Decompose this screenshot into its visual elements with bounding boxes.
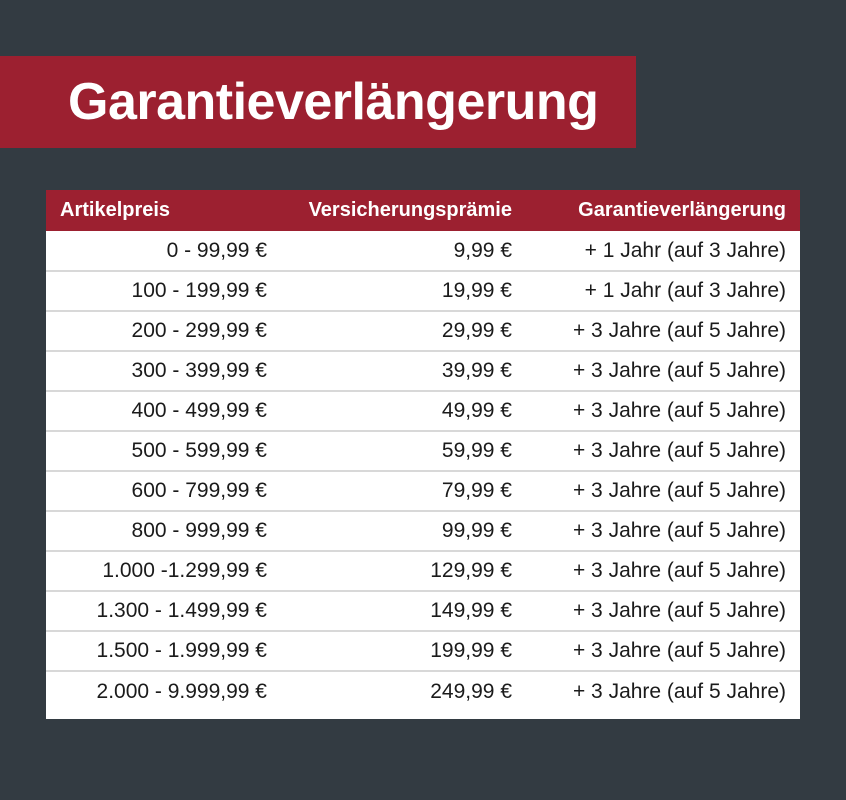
table-header <box>46 190 800 231</box>
cell-premium: 129,99 € <box>281 551 526 591</box>
cell-extension: + 3 Jahre (auf 5 Jahre) <box>526 471 800 511</box>
cell-price: 300 - 399,99 € <box>46 351 281 391</box>
cell-price: 1.500 - 1.999,99 € <box>46 631 281 671</box>
cell-extension: + 3 Jahre (auf 5 Jahre) <box>526 311 800 351</box>
table-row <box>46 271 800 311</box>
cell-premium: 39,99 € <box>281 351 526 391</box>
cell-extension: + 3 Jahre (auf 5 Jahre) <box>526 671 800 711</box>
cell-price: 500 - 599,99 € <box>46 431 281 471</box>
table-row <box>46 591 800 631</box>
table-row <box>46 231 800 271</box>
cell-premium: 99,99 € <box>281 511 526 551</box>
cell-premium: 79,99 € <box>281 471 526 511</box>
cell-price: 800 - 999,99 € <box>46 511 281 551</box>
cell-extension: + 3 Jahre (auf 5 Jahre) <box>526 511 800 551</box>
cell-price: 400 - 499,99 € <box>46 391 281 431</box>
cell-premium: 19,99 € <box>281 271 526 311</box>
table-header-row <box>46 190 800 231</box>
cell-price: 600 - 799,99 € <box>46 471 281 511</box>
cell-premium: 249,99 € <box>281 671 526 711</box>
cell-premium: 49,99 € <box>281 391 526 431</box>
column-header-premium: Versicherungsprämie <box>281 190 526 231</box>
table-row <box>46 631 800 671</box>
column-header-extension: Garantieverlängerung <box>526 190 800 231</box>
cell-extension: + 3 Jahre (auf 5 Jahre) <box>526 391 800 431</box>
cell-extension: + 3 Jahre (auf 5 Jahre) <box>526 631 800 671</box>
page-title: Garantieverlängerung <box>68 73 599 131</box>
cell-price: 200 - 299,99 € <box>46 311 281 351</box>
table-bottom-edge <box>46 711 800 719</box>
table-row <box>46 351 800 391</box>
cell-premium: 149,99 € <box>281 591 526 631</box>
table-row <box>46 471 800 511</box>
cell-premium: 29,99 € <box>281 311 526 351</box>
cell-extension: + 3 Jahre (auf 5 Jahre) <box>526 591 800 631</box>
cell-price: 1.000 -1.299,99 € <box>46 551 281 591</box>
table-row <box>46 311 800 351</box>
table-row <box>46 511 800 551</box>
cell-price: 1.300 - 1.499,99 € <box>46 591 281 631</box>
table-row <box>46 671 800 711</box>
column-header-price: Artikelpreis <box>46 190 281 231</box>
cell-extension: + 3 Jahre (auf 5 Jahre) <box>526 551 800 591</box>
rate-table-container <box>46 190 800 719</box>
table-row <box>46 391 800 431</box>
cell-extension: + 3 Jahre (auf 5 Jahre) <box>526 351 800 391</box>
rate-table <box>46 190 800 711</box>
title-banner <box>0 56 636 148</box>
cell-premium: 9,99 € <box>281 231 526 271</box>
cell-extension: + 1 Jahr (auf 3 Jahre) <box>526 231 800 271</box>
cell-premium: 59,99 € <box>281 431 526 471</box>
cell-extension: + 3 Jahre (auf 5 Jahre) <box>526 431 800 471</box>
cell-price: 0 - 99,99 € <box>46 231 281 271</box>
table-body <box>46 231 800 711</box>
cell-price: 2.000 - 9.999,99 € <box>46 671 281 711</box>
cell-extension: + 1 Jahr (auf 3 Jahre) <box>526 271 800 311</box>
cell-premium: 199,99 € <box>281 631 526 671</box>
table-row <box>46 551 800 591</box>
cell-price: 100 - 199,99 € <box>46 271 281 311</box>
table-row <box>46 431 800 471</box>
